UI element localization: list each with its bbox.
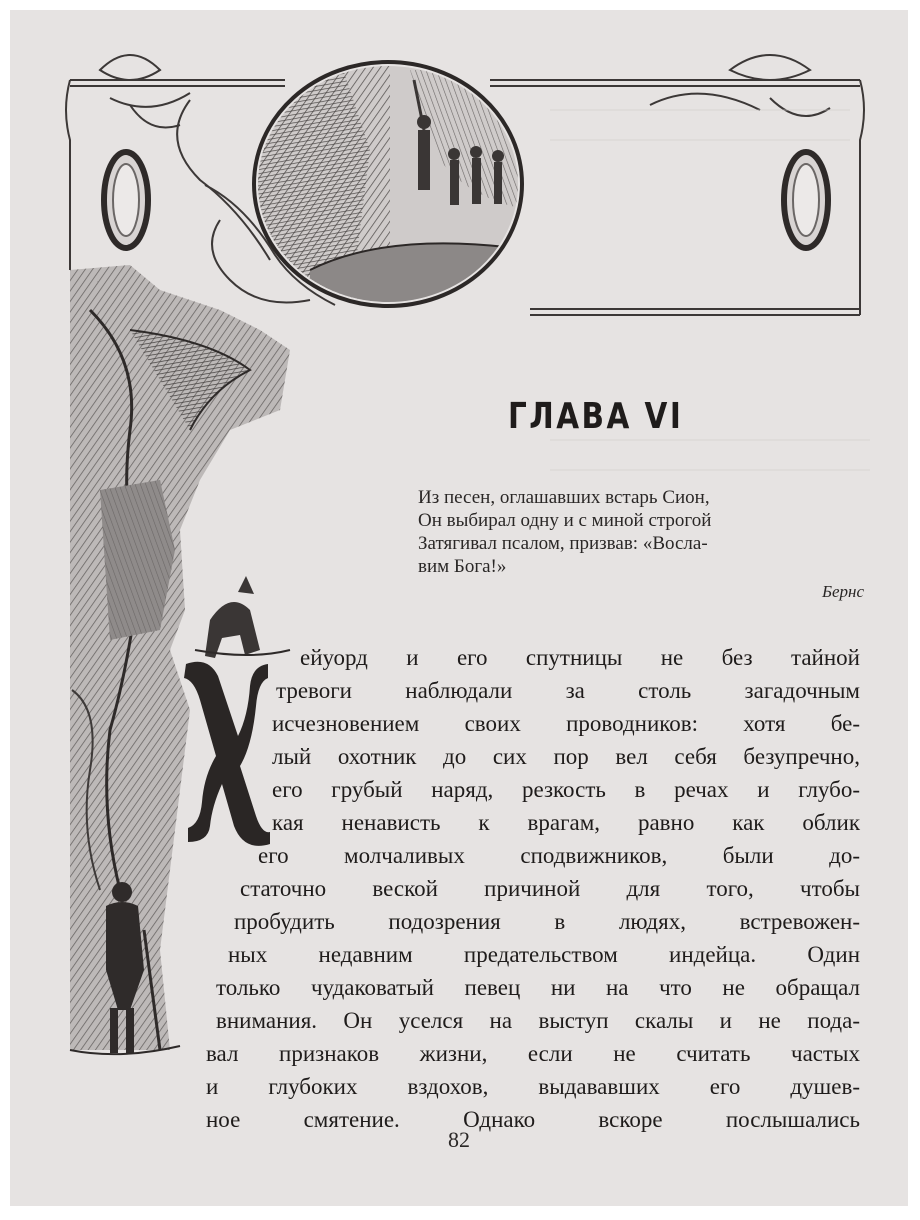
- epigraph-line: Из песен, оглашавших встарь Сион,: [418, 487, 710, 508]
- text-line: его молчаливых сподвижников, были до-: [258, 843, 860, 868]
- text-line: статочно веской причиной для того, чтобы: [240, 876, 860, 901]
- epigraph-line: Он выбирал одну и с миной строгой: [418, 510, 712, 531]
- epigraph-line: Затягивал псалом, призвав: «Восла-: [418, 533, 708, 554]
- text-line: исчезновением своих проводников: хотя бе-: [272, 711, 860, 736]
- text-line: его грубый наряд, резкость в речах и глубо-: [272, 777, 860, 802]
- page-number: 82: [448, 1127, 470, 1152]
- drop-cap: [178, 656, 274, 846]
- text-line: вал признаков жизни, если не считать частых: [206, 1041, 860, 1066]
- text-line: лый охотник до сих пор вел себя безупречно,: [272, 744, 860, 769]
- oval-vignette-illustration: [250, 60, 530, 310]
- text-line: пробудить подозрения в людях, встревожен-: [234, 909, 860, 934]
- text-line: только чудаковатый певец ни на что не обращал: [216, 975, 860, 1000]
- drop-cap-letter: Х: [222, 768, 230, 779]
- text-line: кая ненависть к врагам, равно как облик: [272, 810, 860, 835]
- epigraph-line: вим Бога!»: [418, 556, 507, 577]
- chapter-title: ГЛАВА VI: [508, 396, 684, 437]
- text-line: ное смятение. Однако вскоре послышались: [206, 1107, 860, 1132]
- text-line: тревоги наблюдали за столь загадочным: [276, 678, 860, 703]
- text-line: внимания. Он уселся на выступ скалы и не пода-: [216, 1008, 860, 1033]
- text-line: ейуорд и его спутницы не без тайной: [300, 645, 860, 670]
- text-line: ных недавним предательством индейца. Один: [228, 942, 860, 967]
- text-line: и глубоких вздохов, выдававших его душев-: [206, 1074, 860, 1099]
- book-page: [10, 10, 908, 1206]
- epigraph: [418, 486, 870, 603]
- epigraph-author: Бернс: [821, 582, 864, 601]
